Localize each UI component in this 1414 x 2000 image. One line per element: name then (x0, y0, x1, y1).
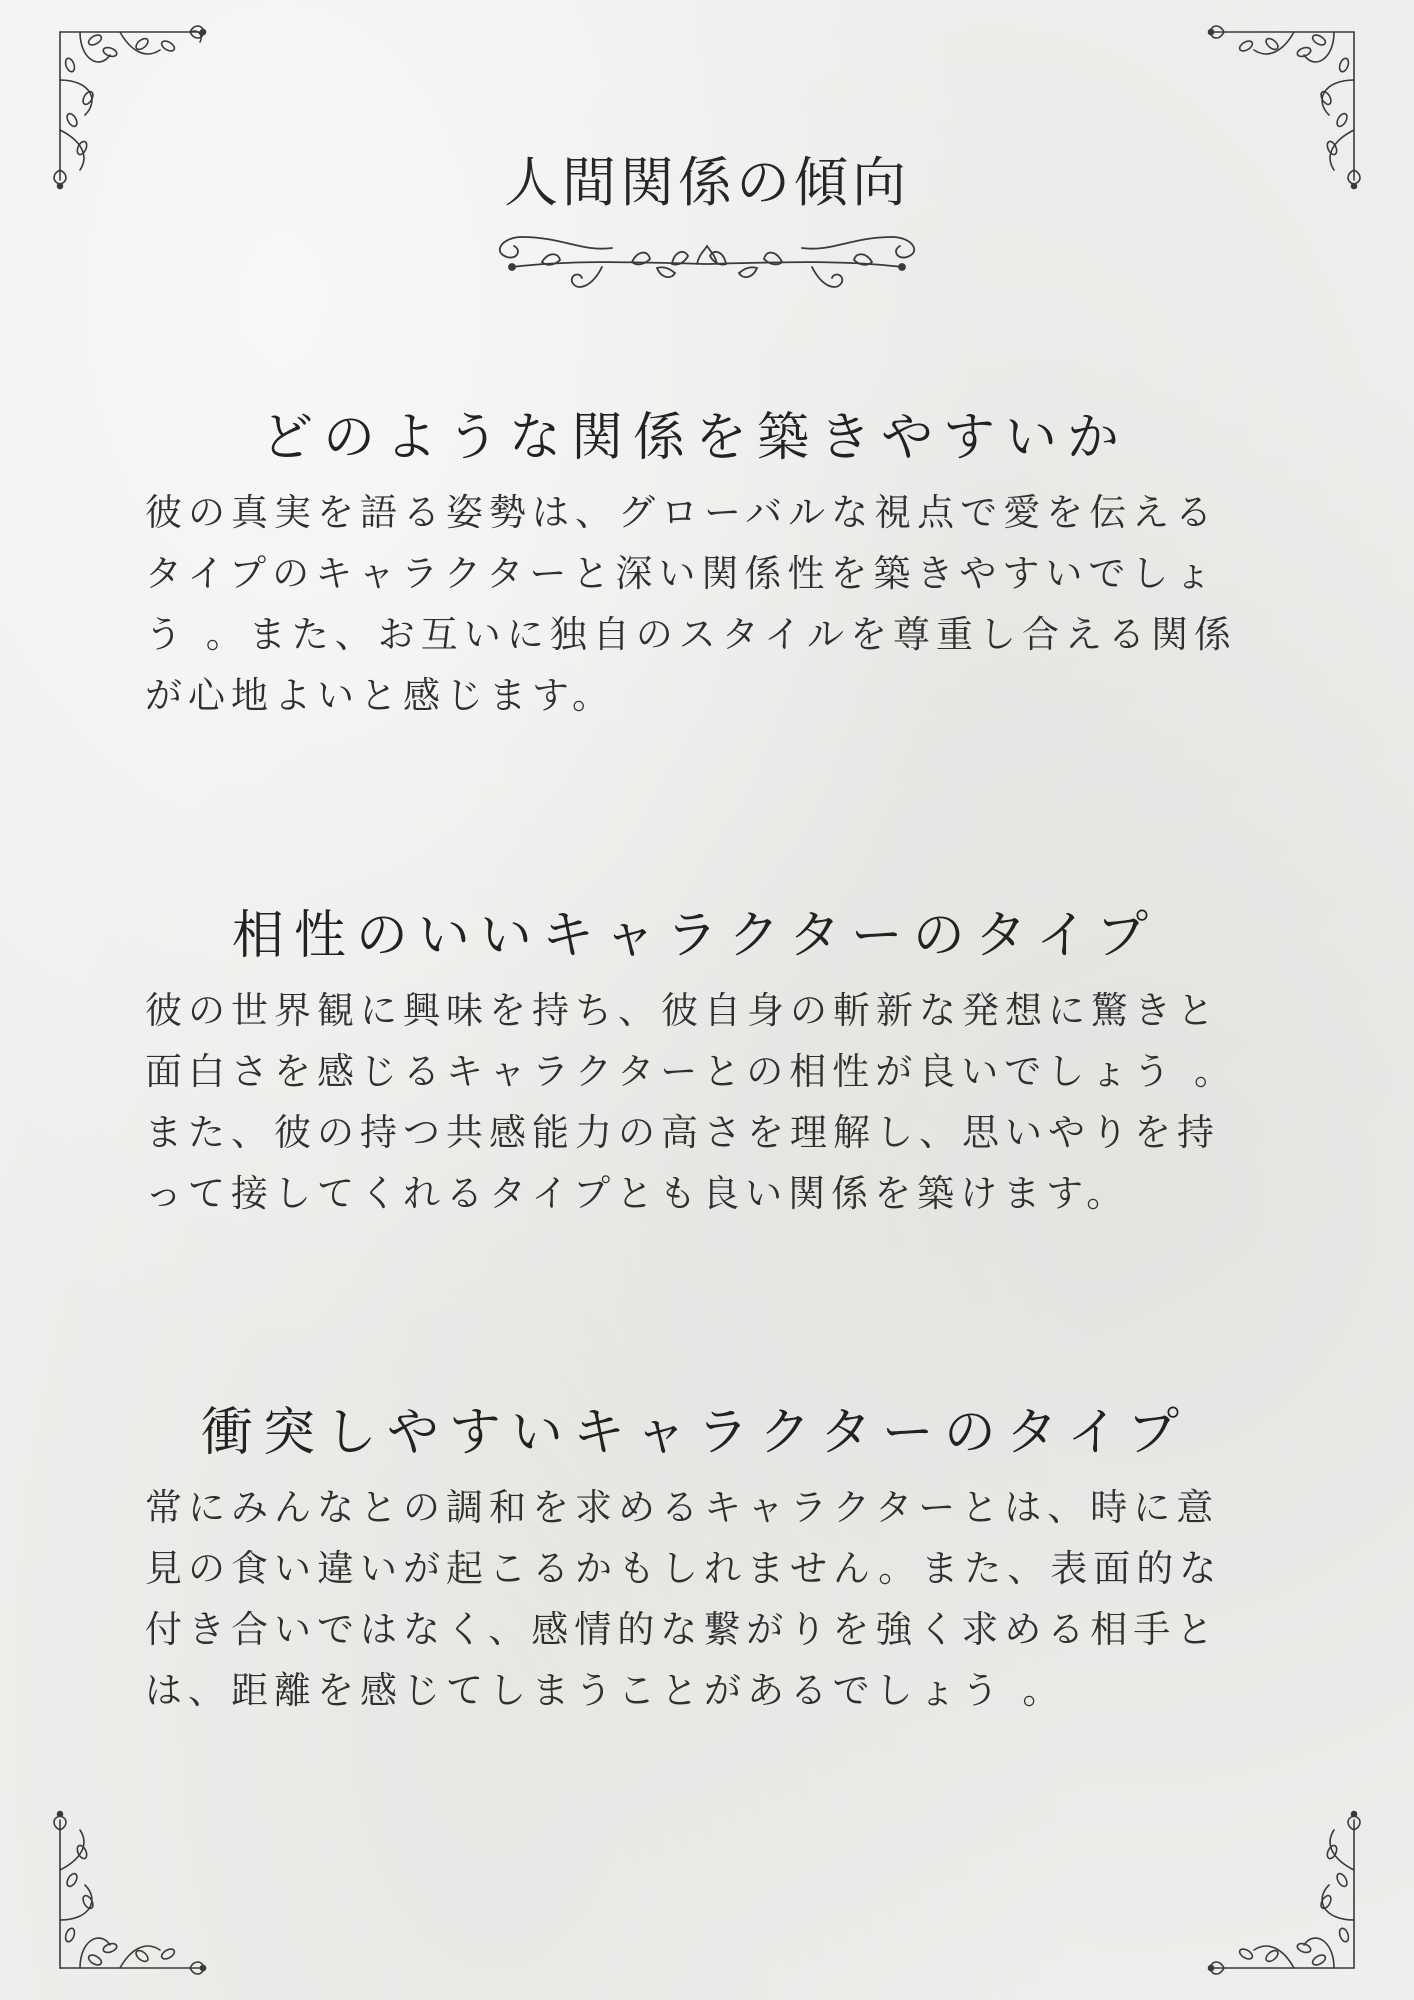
title-flourish (482, 212, 932, 307)
corner-ornament-bottom-left (50, 1800, 230, 1980)
vine-flourish-icon (482, 212, 932, 307)
section-heading: 衝突しやすいキャラクターのタイプ (200, 1403, 1190, 1463)
section-body: 彼の真実を語る姿勢は、グローバルな視点で愛を伝えるタイプのキャラクターと深い関係性を築きやすいでしょう 。また、お互いに独自のスタイルを尊重し合える関係が心地よいと感じます。 (145, 491, 1238, 717)
corner-ornament-bottom-right (1184, 1800, 1364, 1980)
section-compatible-types (145, 893, 1245, 1224)
section-heading: 相性のいいキャラクターのタイプ (231, 906, 1159, 966)
section-heading: どのような関係を築きやすいか (260, 408, 1129, 468)
floral-corner-icon (1184, 1800, 1364, 1980)
section-conflict-types (145, 1390, 1245, 1721)
section-body: 彼の世界観に興味を持ち、彼自身の斬新な発想に驚きと面白さを感じるキャラクターとの相性が良いでしょう 。また、彼の持つ共感能力の高さを理解し、思いやりを持って接してくれるタイプとも良い関係を築けます。 (145, 989, 1238, 1215)
section-relationships (145, 395, 1245, 726)
floral-corner-icon (50, 1800, 230, 1980)
section-body: 常にみんなとの調和を求めるキャラクターとは、時に意見の食い違いが起こるかもしれません。また、表面的な付き合いではなく、感情的な繋がりを強く求める相手とは、距離を感じてしまうことがあるでしょう 。 (145, 1486, 1223, 1712)
page-title: 人間関係の傾向 (504, 151, 910, 214)
